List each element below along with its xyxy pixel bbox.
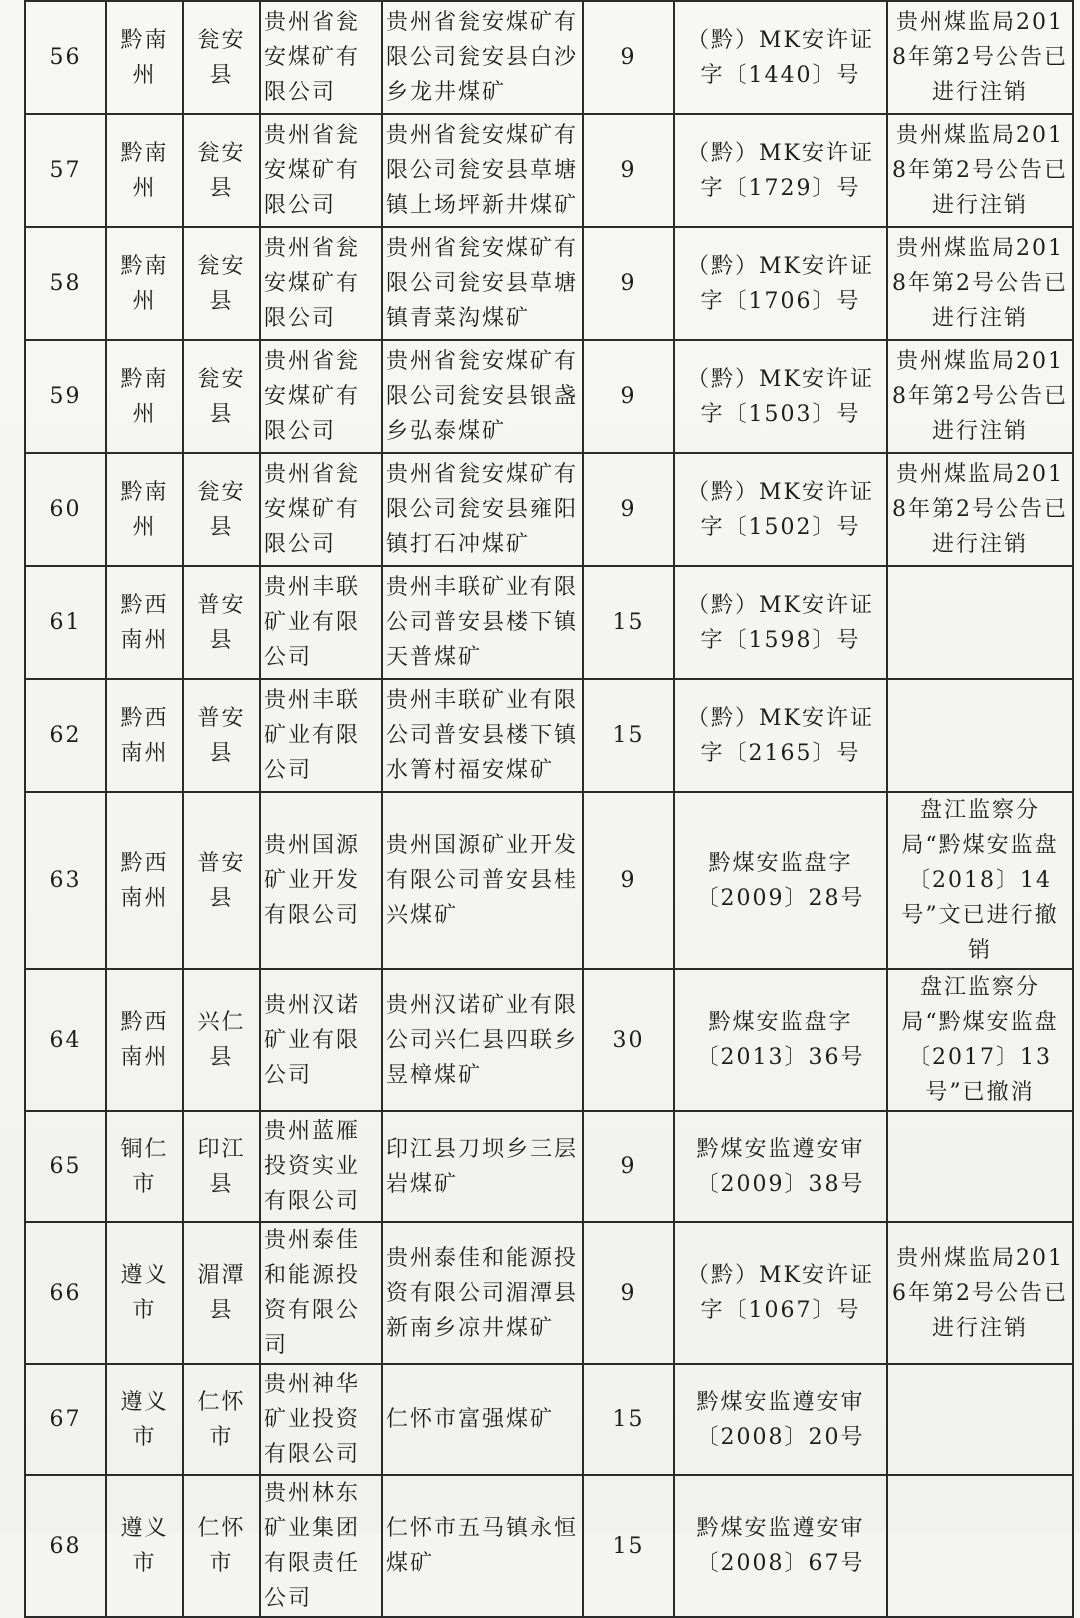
row-index: 60 (25, 453, 106, 566)
mine-name-cell: 贵州省瓮安煤矿有限公司瓮安县雍阳镇打石冲煤矿 (382, 453, 583, 566)
city-cell: 黔西南州 (106, 679, 183, 792)
row-index: 59 (25, 340, 106, 453)
company-cell: 贵州省瓮安煤矿有限公司 (260, 114, 382, 227)
company-cell: 贵州丰联矿业有限公司 (260, 566, 382, 679)
permit-number-cell: 黔煤安监盘字〔2009〕28号 (674, 792, 887, 969)
remark-cell: 贵州煤监局2018年第2号公告已进行注销 (887, 114, 1073, 227)
capacity-cell: 15 (583, 679, 674, 792)
permit-number-cell: （黔）MK安许证字〔1706〕号 (674, 227, 887, 340)
mine-name-cell: 仁怀市富强煤矿 (382, 1364, 583, 1475)
company-cell: 贵州省瓮安煤矿有限公司 (260, 340, 382, 453)
capacity-cell: 30 (583, 969, 674, 1111)
remark-cell: 贵州煤监局2018年第2号公告已进行注销 (887, 453, 1073, 566)
city-cell: 黔南州 (106, 1, 183, 114)
row-index: 61 (25, 566, 106, 679)
table-row (25, 566, 1073, 679)
permit-number-cell: 黔煤安监遵安审〔2008〕67号 (674, 1475, 887, 1617)
company-cell: 贵州林东矿业集团有限责任公司 (260, 1475, 382, 1617)
remark-cell: 贵州煤监局2016年第2号公告已进行注销 (887, 1222, 1073, 1364)
row-index: 64 (25, 969, 106, 1111)
city-cell: 遵义市 (106, 1475, 183, 1617)
table-row (25, 969, 1073, 1111)
city-cell: 遵义市 (106, 1222, 183, 1364)
mine-name-cell: 印江县刀坝乡三层岩煤矿 (382, 1111, 583, 1222)
row-index: 65 (25, 1111, 106, 1222)
mine-name-cell: 贵州泰佳和能源投资有限公司湄潭县新南乡凉井煤矿 (382, 1222, 583, 1364)
permit-number-cell: （黔）MK安许证字〔1440〕号 (674, 1, 887, 114)
remark-cell: 盘江监察分局“黔煤安监盘〔2018〕14号”文已进行撤销 (887, 792, 1073, 969)
county-cell: 普安县 (183, 566, 260, 679)
table-row (25, 114, 1073, 227)
remark-cell (887, 566, 1073, 679)
mine-name-cell: 贵州丰联矿业有限公司普安县楼下镇水箐村福安煤矿 (382, 679, 583, 792)
mine-name-cell: 贵州汉诺矿业有限公司兴仁县四联乡昱樟煤矿 (382, 969, 583, 1111)
city-cell: 黔南州 (106, 114, 183, 227)
county-cell: 兴仁县 (183, 969, 260, 1111)
row-index: 56 (25, 1, 106, 114)
table-row (25, 1111, 1073, 1222)
capacity-cell: 15 (583, 1475, 674, 1617)
permit-number-cell: （黔）MK安许证字〔1067〕号 (674, 1222, 887, 1364)
city-cell: 黔西南州 (106, 969, 183, 1111)
county-cell: 瓮安县 (183, 453, 260, 566)
capacity-cell: 9 (583, 340, 674, 453)
county-cell: 普安县 (183, 792, 260, 969)
city-cell: 黔南州 (106, 453, 183, 566)
permit-number-cell: （黔）MK安许证字〔2165〕号 (674, 679, 887, 792)
row-index: 68 (25, 1475, 106, 1617)
remark-cell: 贵州煤监局2018年第2号公告已进行注销 (887, 227, 1073, 340)
capacity-cell: 9 (583, 1, 674, 114)
county-cell: 普安县 (183, 679, 260, 792)
county-cell: 仁怀市 (183, 1364, 260, 1475)
mine-name-cell: 贵州国源矿业开发有限公司普安县桂兴煤矿 (382, 792, 583, 969)
row-index: 67 (25, 1364, 106, 1475)
company-cell: 贵州省瓮安煤矿有限公司 (260, 1, 382, 114)
permit-number-cell: 黔煤安监遵安审〔2009〕38号 (674, 1111, 887, 1222)
county-cell: 瓮安县 (183, 227, 260, 340)
capacity-cell: 9 (583, 114, 674, 227)
row-index: 63 (25, 792, 106, 969)
table-row (25, 1475, 1073, 1617)
remark-cell (887, 1364, 1073, 1475)
capacity-cell: 9 (583, 227, 674, 340)
capacity-cell: 15 (583, 566, 674, 679)
permit-number-cell: （黔）MK安许证字〔1598〕号 (674, 566, 887, 679)
city-cell: 黔西南州 (106, 792, 183, 969)
row-index: 66 (25, 1222, 106, 1364)
company-cell: 贵州汉诺矿业有限公司 (260, 969, 382, 1111)
county-cell: 瓮安县 (183, 1, 260, 114)
mine-name-cell: 仁怀市五马镇永恒煤矿 (382, 1475, 583, 1617)
remark-cell (887, 1111, 1073, 1222)
table-row (25, 453, 1073, 566)
remark-cell: 贵州煤监局2018年第2号公告已进行注销 (887, 1, 1073, 114)
county-cell: 印江县 (183, 1111, 260, 1222)
county-cell: 湄潭县 (183, 1222, 260, 1364)
company-cell: 贵州蓝雁投资实业有限公司 (260, 1111, 382, 1222)
table-row (25, 679, 1073, 792)
county-cell: 仁怀市 (183, 1475, 260, 1617)
permit-number-cell: （黔）MK安许证字〔1729〕号 (674, 114, 887, 227)
city-cell: 黔南州 (106, 227, 183, 340)
table-row (25, 1, 1073, 114)
company-cell: 贵州国源矿业开发有限公司 (260, 792, 382, 969)
permit-number-cell: （黔）MK安许证字〔1503〕号 (674, 340, 887, 453)
remark-cell (887, 1475, 1073, 1617)
permit-number-cell: 黔煤安监遵安审〔2008〕20号 (674, 1364, 887, 1475)
company-cell: 贵州丰联矿业有限公司 (260, 679, 382, 792)
remark-cell: 贵州煤监局2018年第2号公告已进行注销 (887, 340, 1073, 453)
capacity-cell: 9 (583, 792, 674, 969)
remark-cell: 盘江监察分局“黔煤安监盘〔2017〕13号”已撤消 (887, 969, 1073, 1111)
table-row (25, 1364, 1073, 1475)
mine-name-cell: 贵州省瓮安煤矿有限公司瓮安县白沙乡龙井煤矿 (382, 1, 583, 114)
mine-name-cell: 贵州省瓮安煤矿有限公司瓮安县草塘镇青菜沟煤矿 (382, 227, 583, 340)
row-index: 62 (25, 679, 106, 792)
permit-number-cell: 黔煤安监盘字〔2013〕36号 (674, 969, 887, 1111)
table-row (25, 227, 1073, 340)
row-index: 57 (25, 114, 106, 227)
county-cell: 瓮安县 (183, 114, 260, 227)
capacity-cell: 15 (583, 1364, 674, 1475)
table-row (25, 792, 1073, 969)
city-cell: 遵义市 (106, 1364, 183, 1475)
capacity-cell: 9 (583, 453, 674, 566)
company-cell: 贵州省瓮安煤矿有限公司 (260, 453, 382, 566)
company-cell: 贵州神华矿业投资有限公司 (260, 1364, 382, 1475)
table-row (25, 1222, 1073, 1364)
capacity-cell: 9 (583, 1222, 674, 1364)
city-cell: 铜仁市 (106, 1111, 183, 1222)
city-cell: 黔南州 (106, 340, 183, 453)
table-row (25, 340, 1073, 453)
company-cell: 贵州省瓮安煤矿有限公司 (260, 227, 382, 340)
row-index: 58 (25, 227, 106, 340)
company-cell: 贵州泰佳和能源投资有限公司 (260, 1222, 382, 1364)
table-body (25, 1, 1073, 1617)
mine-name-cell: 贵州丰联矿业有限公司普安县楼下镇天普煤矿 (382, 566, 583, 679)
capacity-cell: 9 (583, 1111, 674, 1222)
county-cell: 瓮安县 (183, 340, 260, 453)
city-cell: 黔西南州 (106, 566, 183, 679)
remark-cell (887, 679, 1073, 792)
mine-name-cell: 贵州省瓮安煤矿有限公司瓮安县草塘镇上场坪新井煤矿 (382, 114, 583, 227)
permit-number-cell: （黔）MK安许证字〔1502〕号 (674, 453, 887, 566)
mine-name-cell: 贵州省瓮安煤矿有限公司瓮安县银盏乡弘泰煤矿 (382, 340, 583, 453)
coal-mine-table (24, 0, 1074, 1618)
